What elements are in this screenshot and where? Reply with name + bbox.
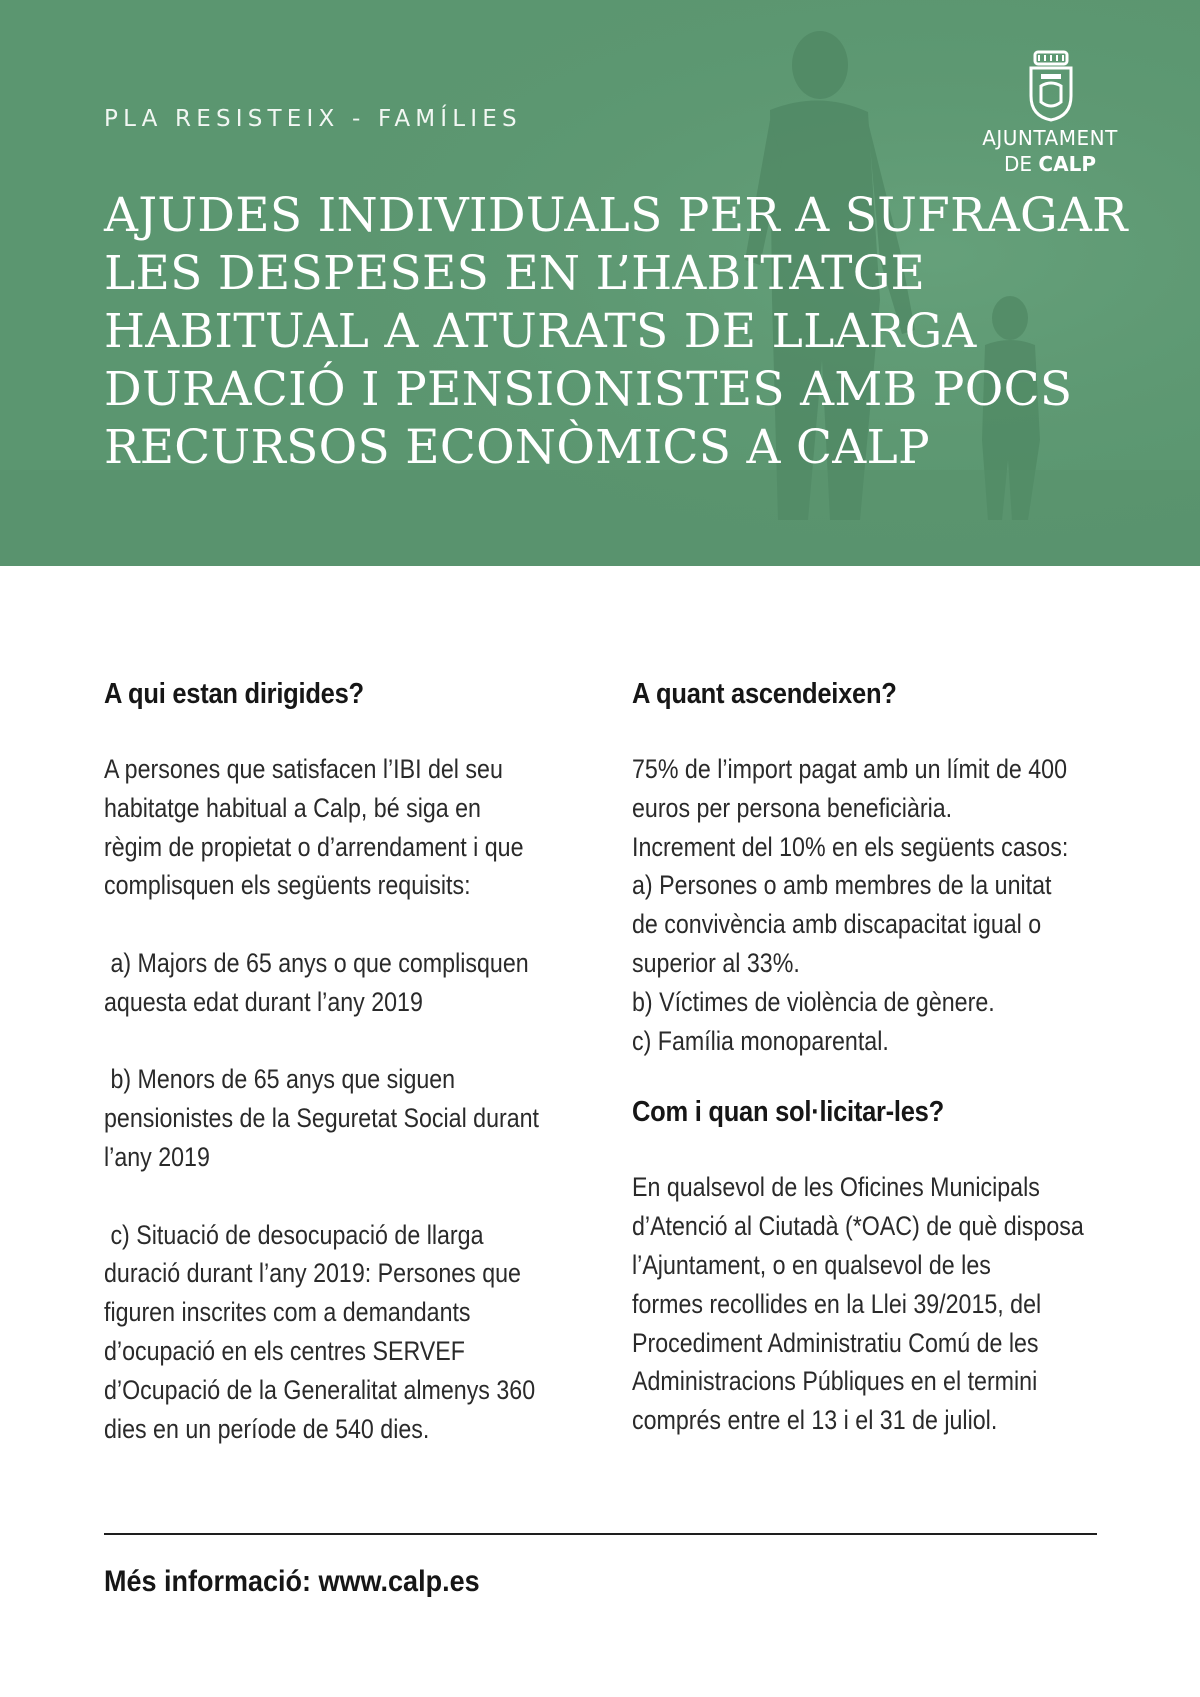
text-line: Administracions Públiques en el termini (632, 1366, 1038, 1397)
text-line: b) Menors de 65 anys que siguen (104, 1064, 456, 1095)
text-line: superior al 33%. (632, 947, 800, 978)
ajuntament-logo (975, 50, 1125, 180)
text-line: d’Ocupació de la Generalitat almenys 360 (104, 1374, 536, 1405)
amount-details (632, 750, 1112, 1060)
text-line: comprés entre el 13 i el 31 de juliol. (632, 1405, 998, 1436)
text-line: pensionistes de la Seguretat Social durant (104, 1103, 540, 1134)
text-line: de convivència amb discapacitat igual o (632, 909, 1042, 940)
coat-of-arms-icon (1027, 50, 1075, 122)
text-line: formes recollides en la Llei 39/2015, del (632, 1288, 1042, 1319)
logo-line-ajuntament: AJUNTAMENT (982, 126, 1118, 150)
text-line: complisquen els següents requisits: (104, 870, 471, 901)
eligibility-heading: A qui estan dirigides? (104, 678, 364, 710)
requirement-a (104, 944, 584, 1022)
title-line: HABITUAL A ATURATS DE LLARGA (104, 304, 977, 359)
title-line: LES DESPESES EN L’HABITATGE (104, 246, 926, 301)
amount-heading: A quant ascendeixen? (632, 678, 897, 710)
footer-divider (104, 1533, 1097, 1535)
logo-de: DE (1004, 152, 1033, 176)
page-title (104, 187, 1128, 477)
text-line: Increment del 10% en els següents casos: (632, 831, 1069, 862)
text-line: Procediment Administratiu Comú de les (632, 1327, 1039, 1358)
text-line: A persones que satisfacen l’IBI del seu (104, 754, 503, 784)
amount-column (632, 676, 1112, 1440)
text-line: d’ocupació en els centres SERVEF (104, 1335, 465, 1366)
title-line: RECURSOS ECONÒMICS A CALP (104, 420, 930, 475)
requirement-c (104, 1216, 584, 1449)
eligibility-column (104, 676, 584, 1448)
text-line: l’any 2019 (104, 1141, 210, 1172)
text-line: règim de propietat o d’arrendament i que (104, 831, 524, 862)
eligibility-intro (104, 750, 584, 905)
text-line: 75% de l’import pagat amb un límit de 400 (632, 754, 1067, 784)
how-to-apply-details (632, 1168, 1112, 1440)
text-line: duració durant l’any 2019: Persones que (104, 1258, 521, 1289)
logo-calp: CALP (1038, 152, 1096, 176)
text-line: aquesta edat durant l’any 2019 (104, 986, 423, 1017)
text-line: En qualsevol de les Oficines Municipals (632, 1172, 1040, 1203)
text-line: habitatge habitual a Calp, bé siga en (104, 792, 481, 823)
text-line: c) Família monoparental. (632, 1025, 889, 1056)
hero-banner (0, 0, 1200, 566)
title-line: DURACIÓ I PENSIONISTES AMB POCS (104, 362, 1073, 417)
how-to-apply-heading: Com i quan sol·licitar-les? (632, 1096, 944, 1129)
text-line: b) Víctimes de violència de gènere. (632, 986, 995, 1017)
text-line: dies en un període de 540 dies. (104, 1413, 430, 1444)
text-line: d’Atenció al Ciutadà (*OAC) de què disposa (632, 1211, 1084, 1242)
title-line: AJUDES INDIVIDUALS PER A SUFRAGAR (104, 188, 1128, 243)
more-info-footer: Més informació: www.calp.es (104, 1565, 480, 1598)
text-line: a) Persones o amb membres de la unitat (632, 870, 1052, 901)
text-line: l’Ajuntament, o en qualsevol de les (632, 1249, 991, 1280)
text-line: a) Majors de 65 anys o que complisquen (104, 947, 529, 978)
logo-line-de-calp (975, 152, 1125, 176)
text-line: euros per persona beneficiària. (632, 792, 953, 823)
program-kicker: PLA RESISTEIX - FAMÍLIES (104, 106, 522, 132)
requirement-b (104, 1060, 584, 1176)
text-line: figuren inscrites com a demandants (104, 1297, 471, 1328)
text-line: c) Situació de desocupació de llarga (104, 1219, 484, 1250)
